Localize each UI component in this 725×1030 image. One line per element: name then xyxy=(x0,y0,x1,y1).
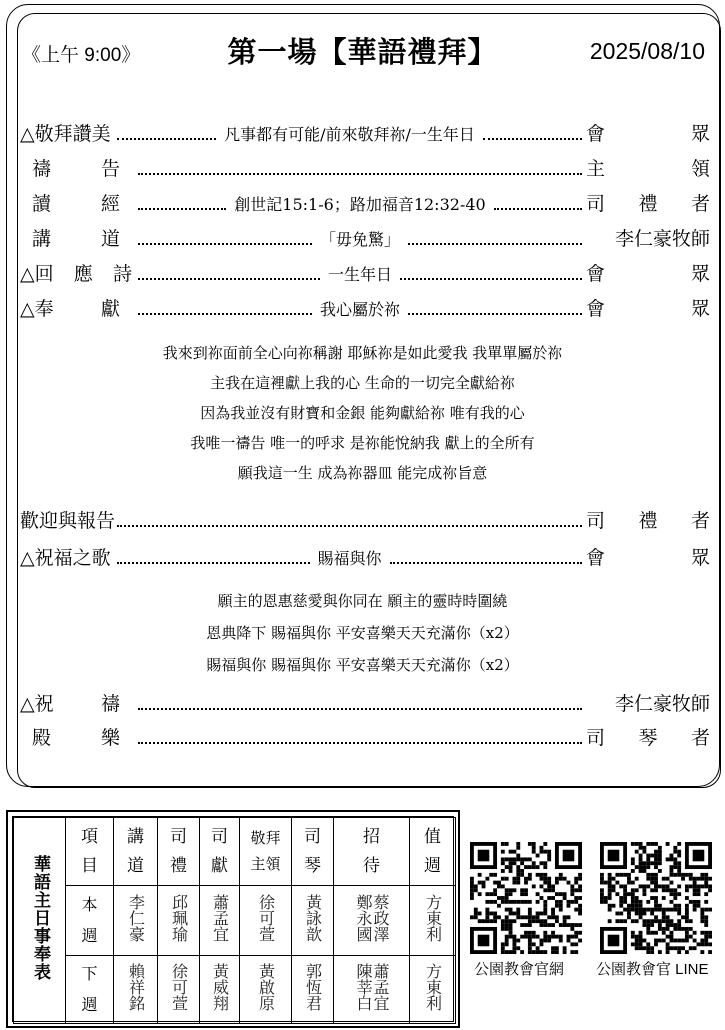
order-item-leader xyxy=(586,506,710,533)
order-row xyxy=(20,540,710,570)
schedule-name: 陳莘白 xyxy=(354,963,373,1011)
schedule-cell xyxy=(410,886,456,956)
order-item-label-part: 讀 xyxy=(32,193,52,215)
order-item-leader xyxy=(586,294,710,321)
order-item-leader-part: 司 xyxy=(586,727,606,749)
lyric-line: 我來到祢面前全心向祢稱謝 耶穌祢是如此愛我 我單單屬於祢 xyxy=(162,344,563,362)
schedule-cell xyxy=(410,956,456,1024)
order-item-leader-dots xyxy=(117,544,582,570)
schedule-name: 賴祥銘 xyxy=(126,963,146,1011)
schedule-cell xyxy=(334,886,410,956)
order-row xyxy=(20,686,710,716)
order-item-leader-dots xyxy=(138,724,582,750)
order-row xyxy=(20,720,710,750)
schedule-name: 蕭孟宜 xyxy=(371,963,390,1011)
order-item-label-part: 禱 xyxy=(100,693,120,715)
order-item-leader-part: 禮 xyxy=(638,510,658,532)
order-item-label xyxy=(20,543,111,569)
schedule-name: 鄭永國 xyxy=(354,894,373,942)
order-item-leader-dots xyxy=(117,120,582,146)
header-offering: 司 獻 xyxy=(200,818,240,886)
order-item-leader xyxy=(586,723,710,750)
website-qr-code[interactable] xyxy=(470,842,582,954)
order-item-label-part: 經 xyxy=(100,193,120,215)
lyric-line: 賜福與你 賜福與你 平安喜樂天天充滿你（x2） xyxy=(206,656,519,674)
schedule-name: 黃威翔 xyxy=(210,963,230,1011)
order-item-leader-part: 會 xyxy=(586,263,606,285)
website-qr-caption: 公園教會官網 xyxy=(474,961,565,978)
order-item-label xyxy=(20,294,120,320)
order-item-content: 凡事都有可能/前來敬拜祢/一生年日 xyxy=(224,124,475,144)
order-item-leader-dots xyxy=(138,155,582,181)
service-date: 2025/08/10 xyxy=(589,38,705,64)
schedule-cell xyxy=(158,956,200,1024)
header-item: 項 目 xyxy=(66,818,114,886)
order-item-leader-dots xyxy=(138,690,582,716)
header-usher: 招 待 xyxy=(334,818,410,886)
order-item-leader-dots xyxy=(138,190,582,216)
order-item-leader-part: 眾 xyxy=(690,263,710,285)
order-item-leader-part: 眾 xyxy=(690,123,710,145)
lyric-line: 主我在這裡獻上我的心 生命的一切完全獻給祢 xyxy=(210,374,515,392)
order-item-leader xyxy=(586,259,710,286)
order-item-leader-dots xyxy=(117,507,582,533)
header-liturgist: 司 禮 xyxy=(158,818,200,886)
order-row xyxy=(20,116,710,146)
lyric-line: 因為我並沒有財寶和金銀 能夠獻給祢 唯有我的心 xyxy=(200,404,525,422)
order-item-leader-part: 司 xyxy=(586,510,606,532)
order-item-label xyxy=(20,119,111,145)
schedule-cell xyxy=(114,956,158,1024)
schedule-cell xyxy=(158,886,200,956)
order-row xyxy=(20,291,710,321)
order-item-label xyxy=(32,723,120,749)
order-item-leader-part: 禮 xyxy=(638,193,658,215)
schedule-cell xyxy=(200,956,240,1024)
schedule-cell xyxy=(292,956,334,1024)
order-item-label xyxy=(20,689,120,715)
order-item-leader-part: 主 xyxy=(586,158,606,180)
order-item-leader-part: 會 xyxy=(586,298,606,320)
header-worship-leader: 敬拜 主領 xyxy=(240,818,292,886)
order-item-leader-part: 眾 xyxy=(690,298,710,320)
order-item-leader-part: 李仁豪牧師 xyxy=(614,693,710,715)
order-item-leader-part: 李仁豪牧師 xyxy=(614,228,710,250)
lyric-line: 願主的恩惠慈愛與你同在 願主的靈時時圍繞 xyxy=(217,592,508,610)
schedule-name: 邱珮瑜 xyxy=(169,894,189,942)
schedule-cell xyxy=(240,886,292,956)
order-item-leader xyxy=(586,154,710,181)
order-item-label-part: 歡迎與報告 xyxy=(20,510,116,532)
order-item-leader xyxy=(586,189,710,216)
order-row xyxy=(20,151,710,181)
schedule-name: 黃啟原 xyxy=(256,963,276,1011)
order-item-label xyxy=(32,189,120,215)
schedule-name: 徐可萱 xyxy=(169,963,189,1011)
order-item-label-part: △奉 xyxy=(20,298,54,320)
schedule-title: 華語主日事奉表 xyxy=(14,818,66,1024)
order-item-content: 一生年日 xyxy=(328,264,393,284)
schedule-name: 李仁豪 xyxy=(126,894,146,942)
order-item-content: 創世記15:1-6；路加福音12:32-40 xyxy=(234,194,486,214)
order-item-leader xyxy=(586,224,710,251)
order-item-leader xyxy=(586,543,710,570)
order-row xyxy=(20,221,710,251)
schedule-cell xyxy=(200,886,240,956)
schedule-name: 徐可萱 xyxy=(256,894,276,942)
order-item-leader-dots xyxy=(138,225,582,251)
schedule-cell xyxy=(240,956,292,1024)
order-item-leader-part: 琴 xyxy=(638,727,658,749)
order-row xyxy=(20,186,710,216)
table-row xyxy=(14,886,456,956)
order-item-leader xyxy=(586,689,710,716)
order-item-label-part: 告 xyxy=(100,158,120,180)
header-organist: 司 琴 xyxy=(292,818,334,886)
order-item-label-part: △敬拜讚美 xyxy=(20,123,111,145)
schedule-name: 黃詠歆 xyxy=(303,894,323,942)
table-row xyxy=(14,956,456,1024)
order-item-label-part: △祝福之歌 xyxy=(20,547,111,569)
order-item-leader xyxy=(586,119,710,146)
order-item-label-part: 獻 xyxy=(100,298,120,320)
line-qr-code[interactable] xyxy=(600,842,712,954)
order-item-leader-dots xyxy=(138,295,582,321)
lyric-line: 願我這一生 成為祢器皿 能完成祢旨意 xyxy=(237,464,488,482)
order-row xyxy=(20,256,710,286)
order-item-leader-part: 者 xyxy=(690,510,710,532)
schedule-cell xyxy=(292,886,334,956)
order-item-label xyxy=(20,506,115,532)
schedule-name: 方東利 xyxy=(423,894,443,942)
order-item-label xyxy=(20,259,132,285)
lyric-line: 恩典降下 賜福與你 平安喜樂天天充滿你（x2） xyxy=(206,624,519,642)
order-item-label-part: △祝 xyxy=(20,693,54,715)
order-item-leader-part: 者 xyxy=(690,193,710,215)
order-item-leader-part: 司 xyxy=(586,193,606,215)
schedule-cell xyxy=(334,956,410,1024)
order-item-label-part: 講 xyxy=(32,228,52,250)
order-item-label-part: 殿 xyxy=(32,727,52,749)
order-item-label-part: 道 xyxy=(100,228,120,250)
order-item-leader-part: 者 xyxy=(690,727,710,749)
order-item-label-part: 詩 xyxy=(112,263,132,285)
order-item-content: 「毋免驚」 xyxy=(320,229,401,249)
schedule-name: 蔡政澤 xyxy=(371,894,390,942)
header-sermon: 講 道 xyxy=(114,818,158,886)
order-item-label xyxy=(32,224,120,250)
order-item-leader-part: 會 xyxy=(586,547,606,569)
order-item-content: 我心屬於祢 xyxy=(320,299,401,319)
header-duty: 值 週 xyxy=(410,818,456,886)
schedule-name: 郭恆君 xyxy=(303,963,323,1011)
schedule-table xyxy=(13,817,456,1024)
order-item-label xyxy=(32,154,120,180)
schedule-name: 方東利 xyxy=(423,963,443,1011)
order-item-leader-part: 眾 xyxy=(690,547,710,569)
order-item-content: 賜福與你 xyxy=(317,548,382,568)
order-item-leader-part: 會 xyxy=(586,123,606,145)
schedule-cell xyxy=(114,886,158,956)
order-item-label-part: 樂 xyxy=(100,727,120,749)
order-item-label-part: 應 xyxy=(73,263,93,285)
schedule-table-box xyxy=(6,810,460,1028)
order-item-label-part: 禱 xyxy=(32,158,52,180)
order-row xyxy=(20,503,710,533)
service-title: 第一場【華語禮拜】 xyxy=(227,35,498,69)
order-item-leader-dots xyxy=(138,260,582,286)
order-item-label-part: △回 xyxy=(20,263,54,285)
schedule-row-label: 本 週 xyxy=(66,886,114,956)
lyric-line: 我唯一禱告 唯一的呼求 是祢能悅納我 獻上的全所有 xyxy=(190,434,535,452)
schedule-row-label: 下 週 xyxy=(66,956,114,1024)
order-item-leader-part: 領 xyxy=(690,158,710,180)
schedule-name: 蕭孟宜 xyxy=(210,894,230,942)
service-time: 《上午 9:00》 xyxy=(22,45,141,66)
line-qr-caption: 公園教會官 LINE xyxy=(596,961,709,978)
